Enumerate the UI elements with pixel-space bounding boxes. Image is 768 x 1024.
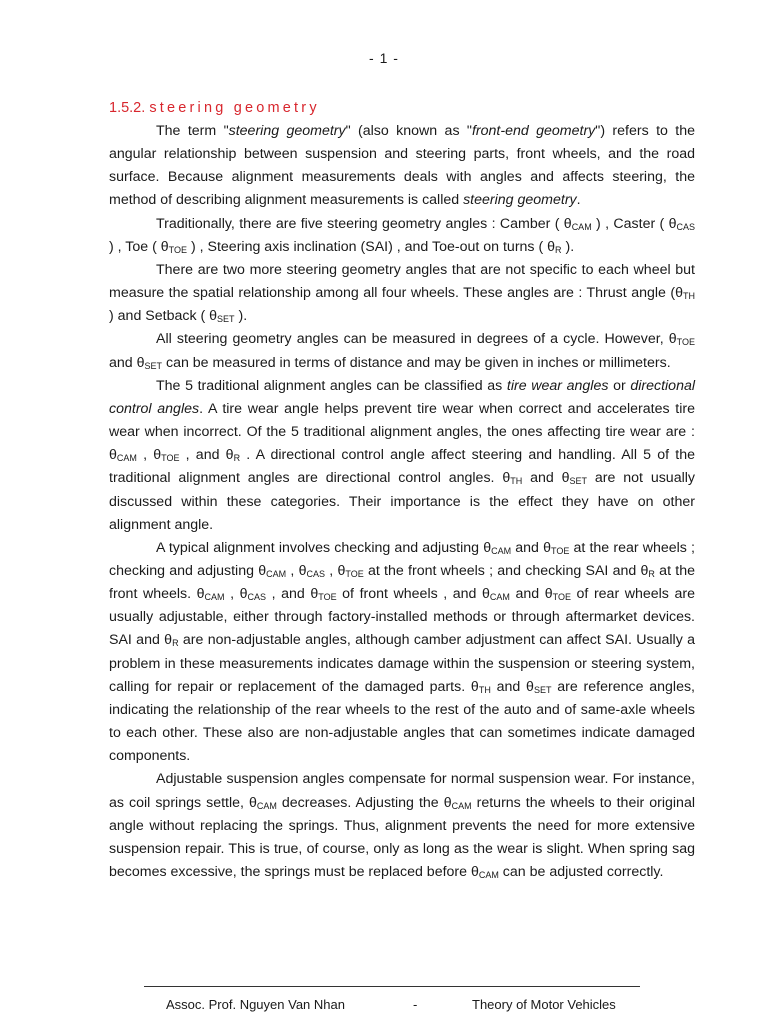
subscript: CAM xyxy=(491,545,512,556)
text-run: of rear wheels are usually adjustable, either through factory-installed methods or through aftermarket devices. SAI and θ xyxy=(109,586,695,649)
paragraph-6 xyxy=(109,537,695,769)
text-run: Traditionally, there are five steering geometry angles : Camber ( θ xyxy=(156,215,572,232)
subscript: CAS xyxy=(306,568,325,579)
paragraph-4 xyxy=(109,328,695,374)
text-run: ) , Caster ( θ xyxy=(591,215,677,232)
text-run: A typical alignment involves checking and adjusting θ xyxy=(156,539,492,556)
italic-term: front-end geometry xyxy=(471,123,596,139)
text-run: The term " xyxy=(156,123,229,139)
italic-term: tire wear angles xyxy=(506,377,609,394)
text-run: , θ xyxy=(325,562,346,579)
subscript: TH xyxy=(510,476,523,487)
italic-term: steering geometry xyxy=(463,192,577,209)
text-run: or xyxy=(608,377,631,394)
text-run: All steering geometry angles can be measured in degrees of a cycle. However, θ xyxy=(156,331,677,348)
subscript: TOE xyxy=(161,453,180,464)
subscript: TOE xyxy=(345,568,364,579)
text-run: The 5 traditional alignment angles can be classified as xyxy=(156,377,507,394)
text-run: are not usually discussed within these categories. Their importance is the effect they have on other alignment angle. xyxy=(109,470,695,533)
text-run: . A directional control angle affect steering and handling. All 5 of the traditional alignment angles are directional control angles. θ xyxy=(109,447,695,487)
subscript: TOE xyxy=(168,244,188,255)
footer-rule xyxy=(144,986,640,987)
text-run: returns the wheels to their original angle without replacing the springs. Thus, alignment prevents the need for more extensive suspension repair. This is true, of course, only as long as the wear is slight. When spring sag becomes excessive, the springs must be replaced before θ xyxy=(109,794,695,880)
text-run: ). xyxy=(234,308,248,325)
text-run: at the front wheels. θ xyxy=(109,562,695,603)
text-run: There are two more steering geometry angles that are not specific to each wheel but measure the spatial relationship among all four wheels. These angles are : Thrust angle (θ xyxy=(109,261,695,302)
subscript: CAM xyxy=(256,800,277,811)
paragraph-3 xyxy=(109,259,695,328)
subscript: R xyxy=(172,638,179,649)
subscript: CAM xyxy=(266,568,287,579)
italic-term: directional control angles xyxy=(109,377,695,417)
subscript: SET xyxy=(144,360,163,371)
text-run: . A tire wear angle helps prevent tire wear when correct and accelerates tire wear when incorrect. Of the 5 traditional alignment angles, the ones affecting tire wear are : θ xyxy=(109,400,695,464)
text-run: ) and Setback ( θ xyxy=(109,308,218,325)
text-run: , and θ xyxy=(179,447,234,464)
subscript: TOE xyxy=(550,545,570,556)
text-run: can be measured in terms of distance and may be given in inches or millimeters. xyxy=(162,354,671,371)
subscript: CAS xyxy=(247,592,267,603)
text-run: of front wheels , and θ xyxy=(336,586,490,603)
subscript: R xyxy=(648,568,655,579)
subscript: TOE xyxy=(676,337,695,348)
text-run: " (also known as " xyxy=(345,123,472,139)
text-run: , θ xyxy=(224,586,248,603)
subscript: CAM xyxy=(451,800,472,811)
italic-term: steering geometry xyxy=(228,123,346,139)
subscript: CAS xyxy=(676,221,696,232)
text-run: and θ xyxy=(509,586,553,603)
text-run: , and θ xyxy=(266,586,319,603)
text-run: , θ xyxy=(136,447,162,464)
subscript: TOE xyxy=(318,592,337,603)
subscript: SET xyxy=(533,684,552,695)
text-run: at the front wheels ; and checking SAI and θ xyxy=(363,562,649,579)
paragraph-1 xyxy=(109,120,695,213)
text-run: , θ xyxy=(286,562,307,579)
subscript: CAM xyxy=(116,453,137,464)
paragraph-5 xyxy=(109,375,695,537)
text-run: and θ xyxy=(109,354,145,371)
subscript: CAM xyxy=(204,592,225,603)
subscript: R xyxy=(233,453,241,464)
section-heading xyxy=(109,100,320,116)
subscript: CAM xyxy=(571,221,592,232)
footer-author: Assoc. Prof. Nguyen Van Nhan xyxy=(166,997,345,1012)
text-run: and θ xyxy=(511,539,551,556)
text-run: are reference angles, indicating the relationship of the rear wheels to the rest of the auto and of same-axle wheels to each other. These also are non-adjustable angles that can sometimes indicate damaged components. xyxy=(109,678,695,765)
paragraph-7 xyxy=(109,768,695,884)
text-run: ) , Steering axis inclination (SAI) , and Toe-out on turns ( θ xyxy=(187,238,556,255)
page-number: - 1 - xyxy=(369,50,399,66)
text-run: and θ xyxy=(522,470,570,487)
subscript: TH xyxy=(478,684,491,695)
subscript: CAM xyxy=(489,592,510,603)
subscript: TH xyxy=(683,291,695,302)
text-run: and θ xyxy=(490,678,534,695)
subscript: R xyxy=(555,244,562,255)
subscript: SET xyxy=(569,476,588,487)
body-text xyxy=(109,120,695,884)
subscript: CAM xyxy=(478,870,499,880)
text-run: ). xyxy=(561,238,575,255)
text-run: decreases. Adjusting the θ xyxy=(276,794,452,811)
subscript: SET xyxy=(217,314,235,325)
paragraph-2 xyxy=(109,213,695,259)
section-number: 1.5.2. xyxy=(109,100,146,116)
footer-title: Theory of Motor Vehicles xyxy=(472,997,616,1012)
subscript: TOE xyxy=(552,592,571,603)
footer-separator: - xyxy=(413,997,418,1012)
text-run: Adjustable suspension angles compensate for normal suspension wear. For instance, as coil springs settle, θ xyxy=(109,771,695,811)
text-run: can be adjusted correctly. xyxy=(498,864,664,880)
text-run: ) , Toe ( θ xyxy=(109,238,169,255)
text-run: at the rear wheels ; checking and adjusting θ xyxy=(109,539,695,579)
section-title: steering geometry xyxy=(149,100,320,116)
text-run: . xyxy=(576,192,581,209)
text-run: are non-adjustable angles, although camber adjustment can affect SAI. Usually a problem in these measurements indicates damage within the suspension or steering system, calling for repair or replacement of the damaged parts. θ xyxy=(109,632,695,695)
text-run: ") refers to the angular relationship between suspension and steering parts, front wheels, and the road surface. Because alignment measurements deals with angles and affects steering, the method of describing alignment measurements is called xyxy=(109,123,695,209)
